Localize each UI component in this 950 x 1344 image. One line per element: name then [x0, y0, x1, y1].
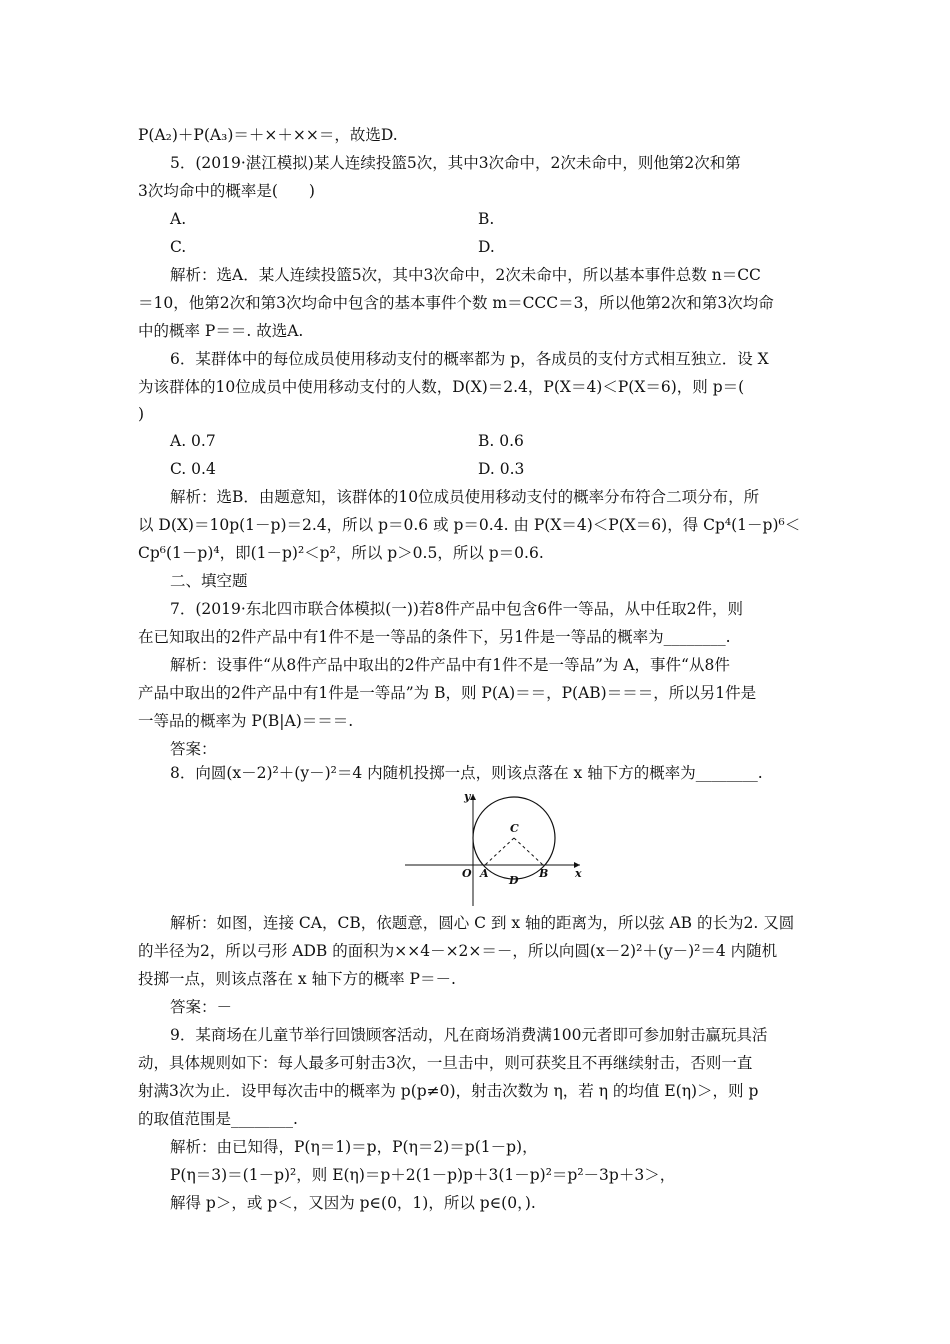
question-9: 9．某商场在儿童节举行回馈顾客活动，凡在商场消费满100元者即可参加射击赢玩具活: [170, 1026, 768, 1044]
answer-label: 答案：: [170, 740, 217, 758]
option-c: C.: [170, 238, 187, 256]
question-9-cont: 动，具体规则如下：每人最多可射击3次，一旦击中，则可获奖且不再继续射击，否则一直: [138, 1054, 753, 1072]
label-a: A: [480, 867, 489, 880]
solution-line: 解析：如图，连接 CA，CB，依题意，圆心 C 到 x 轴的距离为，所以弦 AB 的长为2. 又圆: [170, 914, 795, 932]
solution-line: ＝10，他第2次和第3次均命中包含的基本事件个数 m＝CCC＝3，所以他第2次和第3次均命: [138, 294, 774, 312]
question-7: 7．(2019·东北四市联合体模拟(一))若8件产品中包含6件一等品，从中任取2件，则: [170, 600, 744, 618]
answer-line: 答案：－: [170, 998, 233, 1016]
question-6-cont: 为该群体的10位成员中使用移动支付的人数，D(X)＝2.4，P(X＝4)＜P(X＝6)，则 p＝(: [138, 378, 745, 396]
solution-line: 解析：选A．某人连续投篮5次，其中3次命中，2次未命中，所以基本事件总数 n＝CC: [170, 266, 761, 284]
label-b: B: [539, 867, 549, 880]
solution-line: 中的概率 P＝＝. 故选A.: [138, 322, 304, 340]
question-6: 6．某群体中的每位成员使用移动支付的概率都为 p，各成员的支付方式相互独立．设 X: [170, 350, 769, 368]
solution-line: 投掷一点，则该点落在 x 轴下方的概率 P＝－.: [138, 970, 456, 988]
circle-figure: [400, 786, 590, 908]
question-7-cont: 在已知取出的2件产品中有1件不是一等品的条件下，另1件是一等品的概率为________.: [138, 628, 731, 646]
question-9-cont: 的取值范围是________.: [138, 1110, 298, 1128]
label-d: D: [509, 874, 519, 887]
option-b: B. 0.6: [478, 432, 524, 450]
solution-line: 的半径为2，所以弓形 ADB 的面积为××4－×2×＝－，所以向圆(x－2)²＋(y－)²＝4 内随机: [138, 942, 778, 960]
option-d: D.: [478, 238, 495, 256]
option-a: A. 0.7: [170, 432, 216, 450]
question-5-cont: 3次均命中的概率是( ): [138, 182, 315, 200]
y-axis-arrow: [470, 794, 476, 800]
question-9-cont: 射满3次为止．设甲每次击中的概率为 p(p≠0)，射击次数为 η，若 η 的均值 E(η)＞，则 p: [138, 1082, 759, 1100]
segment-cb: [514, 838, 543, 865]
question-6-cont: ): [138, 405, 145, 423]
solution-line: Cp⁶(1－p)⁴，即(1－p)²＜p²，所以 p＞0.5，所以 p＝0.6.: [138, 544, 544, 562]
option-a: A.: [170, 210, 187, 228]
option-b: B.: [478, 210, 495, 228]
label-y: y: [464, 790, 471, 803]
section-heading: 二、填空题: [170, 572, 248, 590]
question-5: 5．(2019·湛江模拟)某人连续投篮5次，其中3次命中，2次未命中，则他第2次和第: [170, 154, 741, 172]
question-8: 8．向圆(x－2)²＋(y－)²＝4 内随机投掷一点，则该点落在 x 轴下方的概率为________.: [170, 764, 763, 782]
solution-line: 解析：选B．由题意知，该群体的10位成员使用移动支付的概率分布符合二项分布，所: [170, 488, 760, 506]
option-d: D. 0.3: [478, 460, 525, 478]
label-x: x: [575, 867, 582, 880]
solution-line: 一等品的概率为 P(B|A)＝＝＝.: [138, 712, 354, 730]
solution-line: P(A₂)＋P(A₃)＝＋×＋××＝，故选D.: [138, 126, 398, 144]
solution-line: P(η＝3)＝(1－p)²，则 E(η)＝p＋2(1－p)p＋3(1－p)²＝p²－3p＋3＞，: [170, 1166, 676, 1184]
solution-line: 以 D(X)＝10p(1－p)＝2.4，所以 p＝0.6 或 p＝0.4. 由 P(X＝4)＜P(X＝6)，得 Cp⁴(1－p)⁶＜: [138, 516, 801, 534]
label-c: C: [510, 822, 519, 835]
option-c: C. 0.4: [170, 460, 216, 478]
segment-ca: [485, 838, 514, 865]
solution-line: 解析：设事件“从8件产品中取出的2件产品中有1件不是一等品”为 A，事件“从8件: [170, 656, 730, 674]
solution-line: 解得 p＞，或 p＜，又因为 p∈(0，1)，所以 p∈(0，).: [170, 1194, 536, 1212]
solution-line: 产品中取出的2件产品中有1件是一等品”为 B，则 P(A)＝＝，P(AB)＝＝＝，所以另1件是: [138, 684, 757, 702]
label-o: O: [462, 867, 472, 880]
solution-line: 解析：由已知得，P(η＝1)＝p，P(η＝2)＝p(1－p)，: [170, 1138, 538, 1156]
